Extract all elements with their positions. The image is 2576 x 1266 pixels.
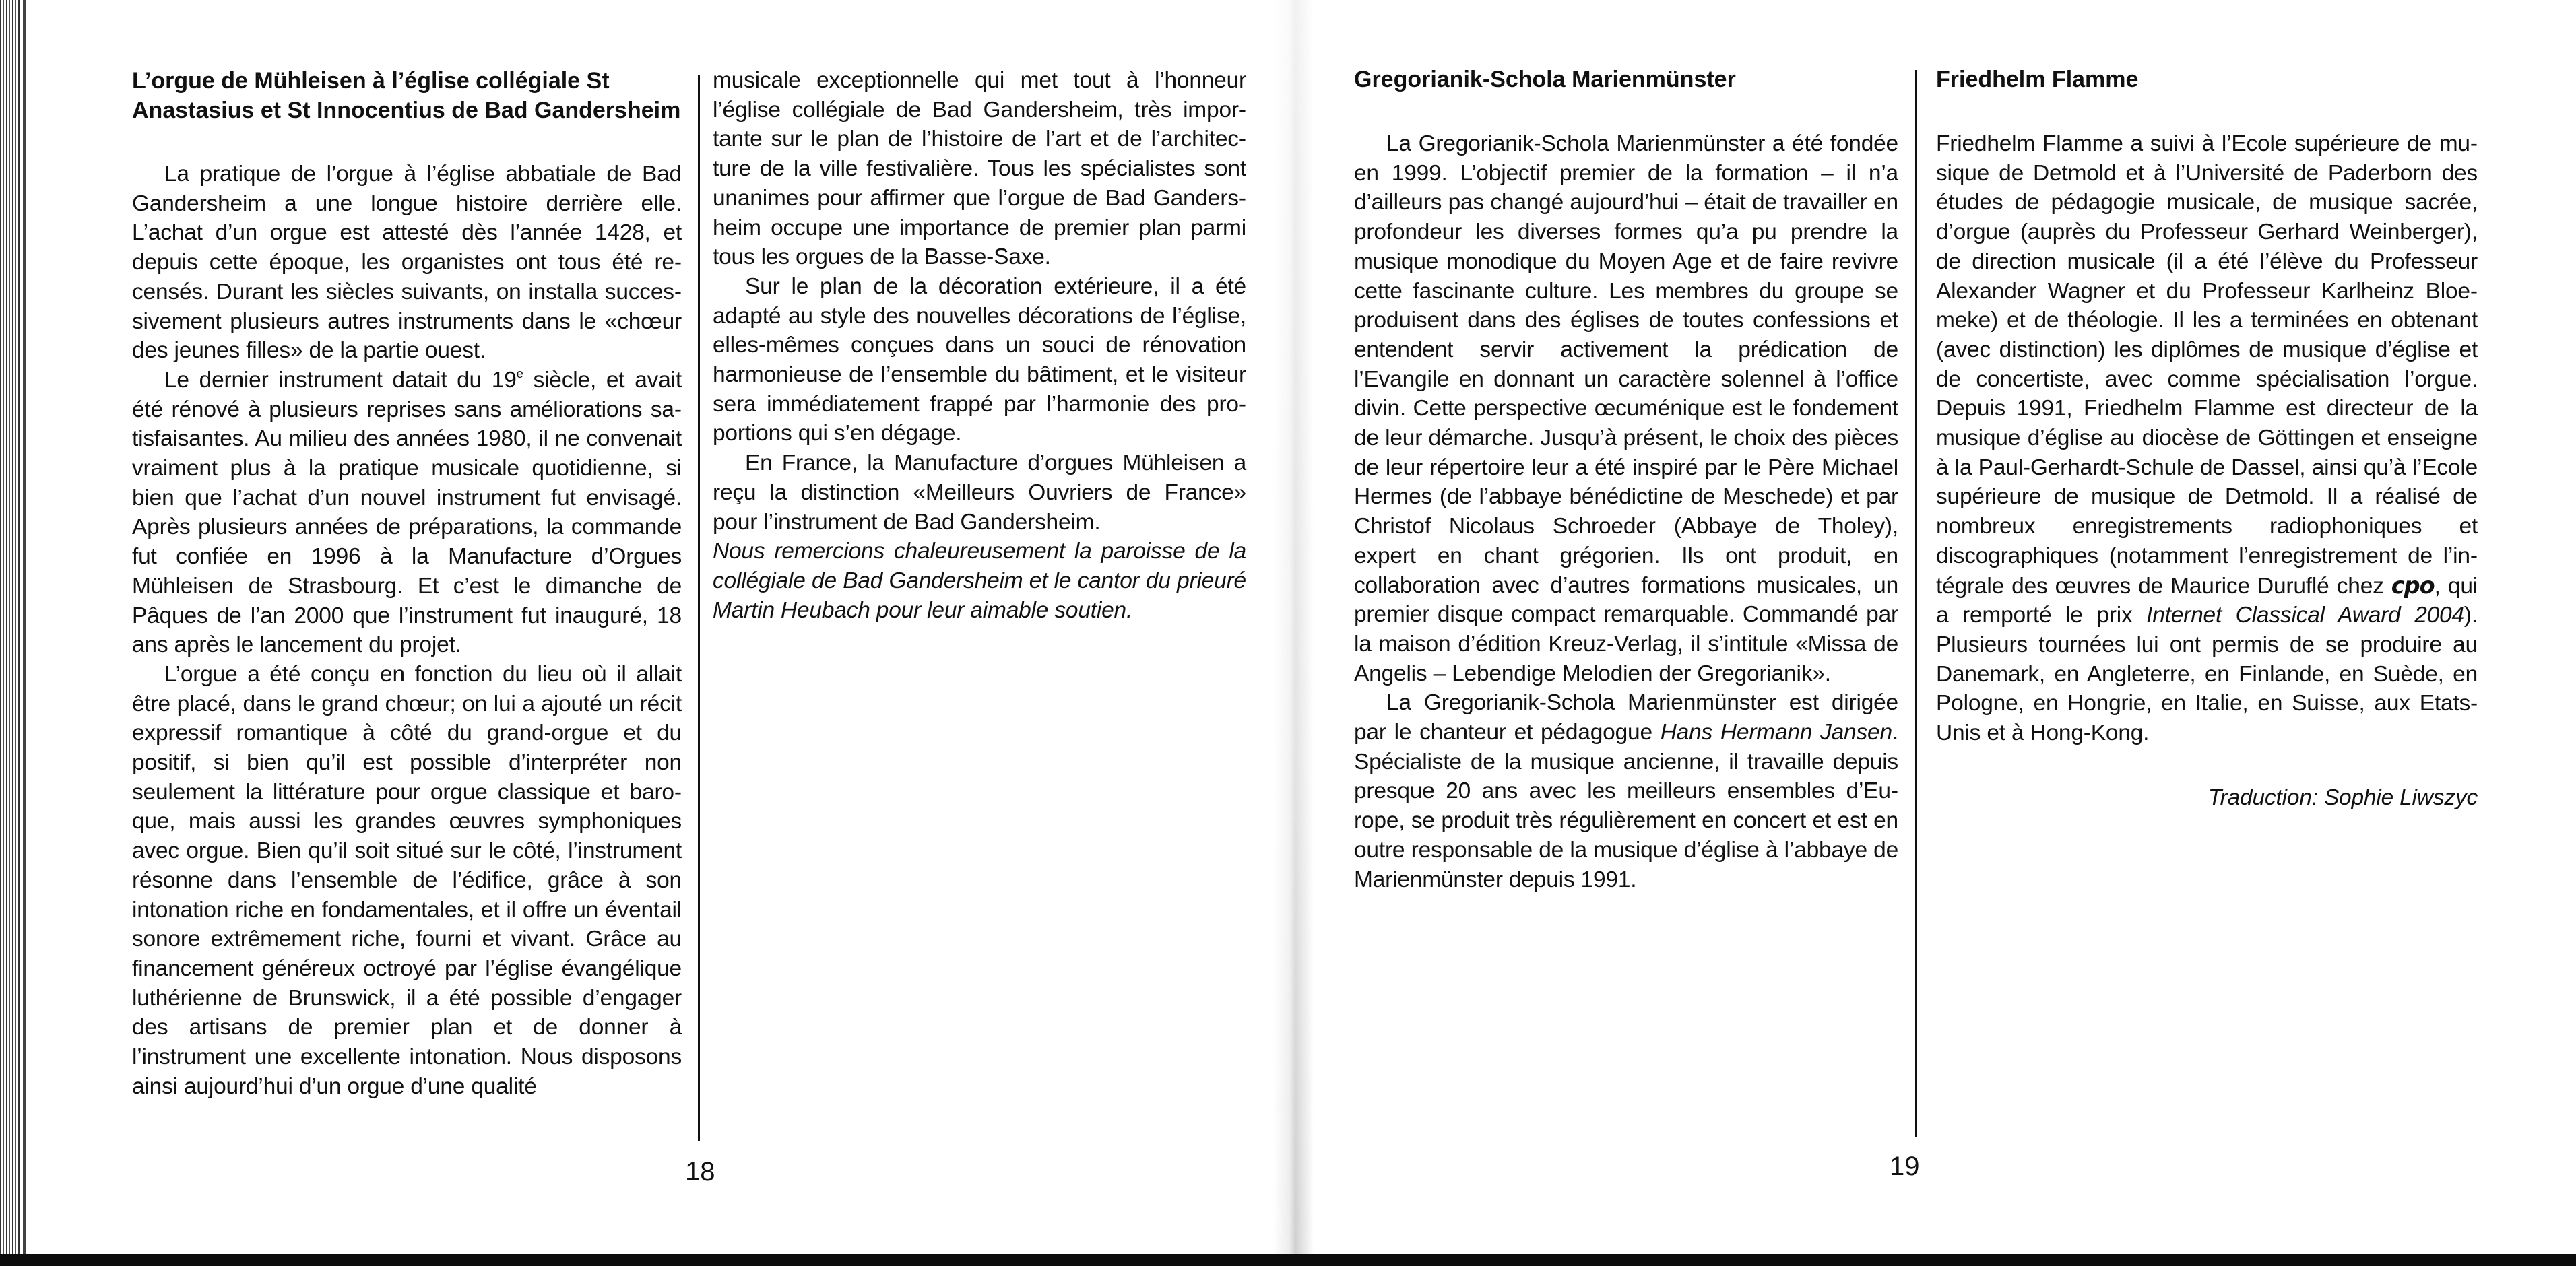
paragraph-text: . Spécialiste de la musique ancienne, il travaille depuis presque 20 ans avec les meilleurs ensembles d’Europe, se produit très régulièrement en concert et est en outre responsable de la musique d’église à l’abbaye de Marienmünster depuis 1991.	[1354, 720, 1899, 892]
column-divider-rule	[698, 75, 700, 1141]
center-gutter-shadow	[1273, 0, 1314, 1254]
left-page-column-2	[713, 66, 1246, 625]
paragraph-text: Le dernier instrument datait du 19	[164, 367, 517, 393]
paragraph: La Gregorianik-Schola Marienmünster a été fondée en 1999. L’objectif premier de la formation – il n’a d’ailleurs pas changé aujourd’hui – était de travailler en profondeur les diverses formes qu’a pu prendre la musique monodique du Moyen Age et de faire revivre cette fascinante culture. Les membres du groupe se produisent dans des églises de toutes confessions et entendent servir activement la prédication de l’Evangile en donnant un caractère solennel à l’office divin. Cette perspective œcuménique est le fondement de leur démarche. Jusqu’à présent, le choix des pièces de leur répertoire leur a été inspiré par le Père Michael Hermes (de l’abbaye bénédictine de Meschede) et par Christof Nicolaus Schroeder (Abbaye de Tholey), expert en chant grégorien. Ils ont produit, en collaboration avec d’autres formations musicales, un premier disque compact remarquable. Commandé par la maison d’édition Kreuz-Verlag, il s’intitule «Missa de Angelis – Lebendige Melodien der Gregorianik».	[1354, 131, 1898, 686]
paragraph: L’orgue a été conçu en fonction du lieu où il allait être placé, dans le grand chœur; on lui a ajouté un récit expressif romantique à côté du grand-orgue et du positif, si bien qu’il est possible d’interpréter non seulement la littérature pour orgue classique et baroque, mais aussi les grandes œuvres symphoniques avec orgue. Bien qu’il soit situé sur le côté, l’instrument résonne dans l’ensemble de l’édifice, grâce à son intonation riche en fondamentales, et il offre un éventail sonore extrêmement riche, fourni et vivant. Grâce au financement généreux octroyé par l’église évangélique luthérienne de Brunswick, il a été possible d’engager des artisans de premier plan et de donner à l’instrument une excellente intonation. Nous disposons ainsi aujourd’hui d’un orgue d’une qualité	[132, 661, 682, 1099]
paragraph	[1936, 129, 2478, 748]
section-title-schola: Gregorianik-Schola Marienmünster	[1354, 67, 1736, 92]
paragraph-text: La Gregorianik-Schola Marienmünster est dirigée par le chanteur et pédagogue	[1354, 690, 1898, 745]
page-number: 18	[685, 1157, 715, 1187]
paragraph: musicale exceptionnelle qui met tout à l’honneur l’église collégiale de Bad Gandersheim, très importante sur le plan de l’histoire de l’art et de l’architecture de la ville festivalière. Tous les spécialistes sont unanimes pour affirmer que l’orgue de Bad Gandersheim occupe une importance de premier plan parmi tous les orgues de la Basse-Saxe.	[713, 68, 1246, 270]
section-body-flamme	[1936, 129, 2478, 812]
paragraph-text: ). Plusieurs tournées lui ont permis de se produire au Danemark, en Angleterre, en Finlande, en Suède, en Pologne, en Hongrie, en Italie, en Suisse, aux Etats-Unis et à Hong-Kong.	[1936, 603, 2478, 746]
conductor-name: Hans Hermann Jansen	[1660, 720, 1892, 745]
scan-bottom-edge	[0, 1254, 2576, 1266]
binding-edge	[0, 0, 23, 1254]
cpo-label-logo: cpo	[2391, 572, 2435, 599]
article-title-organ: L’orgue de Mühleisen à l’église collégiale St Anastasius et St Innocentius de Bad Gandersheim	[132, 68, 681, 123]
paragraph-text: , qui a remporté le prix	[1936, 573, 2478, 628]
right-page-column-1	[1354, 0, 1898, 894]
paragraph-text: siècle, et avait été rénové à plusieurs reprises sans améliorations satisfaisantes. Au milieu des années 1980, il ne convenait vraiment plus à la pratique musicale quotidienne, si bien que l’achat d’un nouvel instrument fut envisagé. Après plusieurs années de préparations, la commande fut confiée en 1996 à la Manufacture d’Orgues Mühleisen de Strasbourg. Et c’est le dimanche de Pâques de l’an 2000 que l’instrument fut inauguré, 18 ans après le lancement du projet.	[132, 367, 682, 658]
page-number: 19	[1890, 1152, 1920, 1181]
left-page-column-1	[132, 0, 682, 1102]
award-name: Internet Classical Award 2004	[2146, 603, 2464, 628]
paragraph: La pratique de l’orgue à l’église abbatiale de Bad Gandersheim a une longue histoire derrière elle. L’achat d’un orgue est attesté dès l’année 1428, et depuis cette époque, les organistes ont tous été recensés. Durant les siècles suivants, on installa successivement plusieurs autres instruments dans le «chœur des jeunes filles» de la partie ouest.	[132, 162, 682, 364]
section-title-flamme: Friedhelm Flamme	[1936, 67, 2139, 92]
acknowledgement: Nous remercions chaleureusement la paroisse de la collégiale de Bad Gandersheim et le cantor du prieuré Martin Heubach pour leur aimable soutien.	[713, 539, 1246, 623]
paragraph	[132, 366, 682, 660]
paragraph: Sur le plan de la décoration extérieure, il a été adapté au style des nouvelles décorations de l’église, elles-mêmes conçues dans un souci de rénovation harmonieuse de l’ensemble du bâtiment, et le visiteur sera immédiatement frappé par l’harmonie des proportions qui s’en dégage.	[713, 273, 1246, 446]
translation-credit: Traduction: Sophie Liwszyc	[2208, 785, 2478, 810]
article-body-organ	[132, 160, 682, 1102]
column-divider-rule	[1915, 70, 1917, 1137]
paragraph-text: Friedhelm Flamme a suivi à l’Ecole supérieure de musique de Detmold et à l’Université de Paderborn des études de pédagogie musicale, de musique sacrée, d’orgue (auprès du Professeur Gerhard Weinberger), de direction musicale (il a été l’élève du Professeur Alexander Wagner et du Professeur Karlheinz Bloemeke) et de théologie. Il les a terminées en obtenant (avec distinction) les diplômes de musique d’église et de concertiste, avec comme spécialisation l’orgue. Depuis 1991, Friedhelm Flamme est directeur de la musique d’église au diocèse de Göttingen et enseigne à la Paul-Gerhardt-Schule de Dassel, ainsi qu’à l’Ecole supérieure de musique de Detmold. Il a réalisé de nombreux enregistrements radiophoniques et discographiques (notamment l’enregistrement de l’intégrale des œuvres de Maurice Duruflé chez	[1936, 131, 2478, 599]
superscript: e	[516, 366, 523, 381]
right-page-column-2	[1936, 0, 2478, 812]
section-body-schola	[1354, 129, 1898, 894]
paragraph: En France, la Manufacture d’orgues Mühleisen a reçu la distinction «Meilleurs Ouvriers de France» pour l’instrument de Bad Gandersheim.	[713, 451, 1246, 535]
paragraph	[1354, 688, 1898, 894]
